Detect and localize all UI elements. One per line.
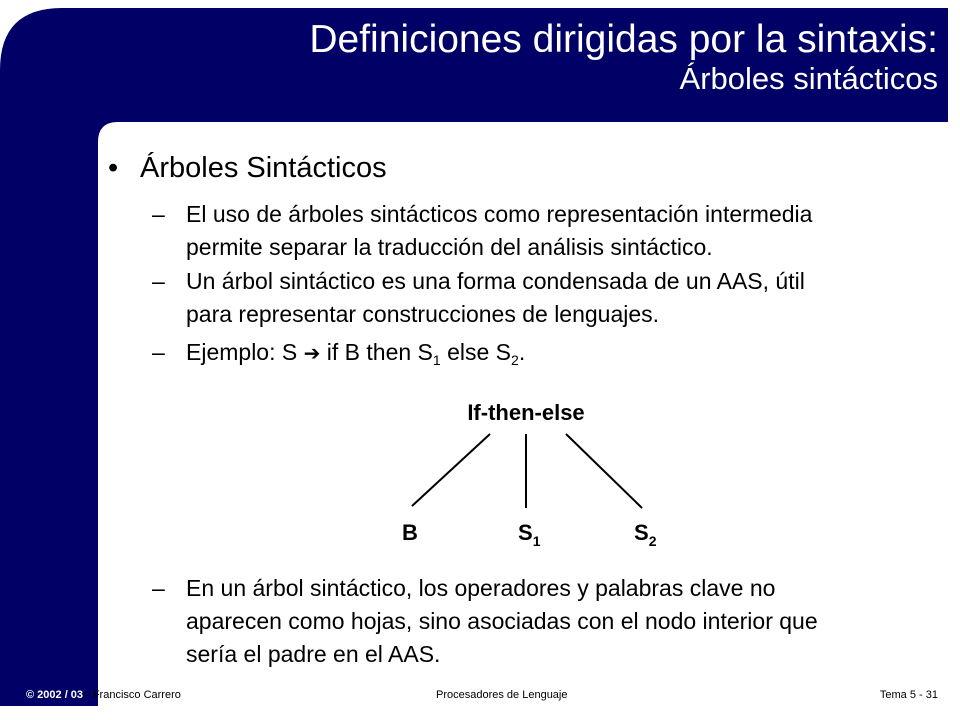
example-sub-2: 2 (511, 352, 519, 368)
sub-item-4-line-1: En un árbol sintáctico, los operadores y palabras clave no (186, 575, 776, 601)
sub-item-4-line-2: aparecen como hojas, sino asociadas con el nodo interior que (186, 608, 818, 634)
dash: – (152, 201, 165, 227)
dash: – (152, 339, 165, 365)
bullet-text: Árboles Sintácticos (140, 152, 387, 184)
tree-edge-right (566, 434, 642, 508)
footer-author: - Francisco Carrero (86, 689, 181, 701)
example-suffix: . (518, 339, 526, 365)
tree-leaf-s2-base: S (634, 520, 649, 545)
sub-item-2-line-2: para representar construcciones de lenguajes. (186, 301, 660, 327)
dash: – (152, 268, 165, 294)
example-middle-1: if B then S (326, 339, 433, 365)
footer-credit (26, 688, 181, 702)
tree-leaf-s1 (518, 520, 541, 549)
footer-course: Procesadores de Lenguaje (436, 689, 568, 701)
title-main: Definiciones dirigidas por la sintaxis: (309, 18, 938, 61)
tree-leaf-b: B (402, 520, 418, 545)
dash: – (152, 575, 165, 601)
arrow-icon: ➔ (303, 341, 321, 365)
footer-slide-number: Tema 5 - 31 (879, 689, 938, 701)
tree-leaf-s1-sub: 1 (532, 533, 541, 549)
example-middle-2: else S (440, 339, 512, 365)
example-prefix: Ejemplo: S (186, 339, 298, 365)
tree-leaf-s2 (634, 520, 657, 549)
bullet-dot: • (108, 152, 119, 184)
footer-year: © 2002 / 03 (26, 689, 84, 701)
tree-leaf-s1-base: S (518, 520, 533, 545)
sub-item-4-line-3: sería el padre en el AAS. (186, 641, 441, 667)
sub-item-1-line-1: El uso de árboles sintácticos como representación intermedia (186, 201, 813, 227)
sub-item-2-line-1: Un árbol sintáctico es una forma condensada de un AAS, útil (186, 268, 805, 294)
title-subtitle: Árboles sintácticos (679, 61, 938, 96)
example-sub-1: 1 (432, 352, 441, 368)
tree-edge-left-fix (412, 434, 490, 506)
sub-item-1-line-2: permite separar la traducción del análisis sintáctico. (186, 234, 713, 260)
tree-leaf-s2-sub: 2 (648, 533, 657, 549)
syntax-tree-diagram (380, 396, 680, 556)
example-line (186, 336, 932, 370)
tree-root-node: If-then-else (467, 400, 585, 425)
